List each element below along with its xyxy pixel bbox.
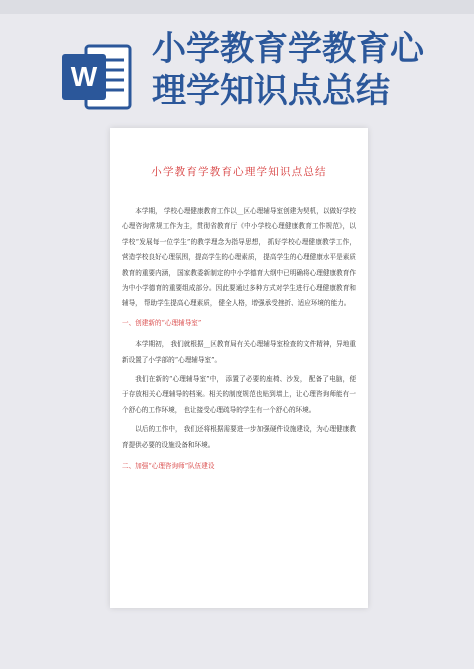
page-title — [152, 28, 462, 112]
section-heading: 一、创建新的“心理辅导室” — [122, 318, 202, 327]
document-heading: 小学教育学教育心理学知识点总结 — [151, 166, 327, 178]
page-title-line1: 小学教育学教育心 — [152, 29, 424, 69]
document-page — [110, 128, 368, 608]
word-icon-letter: W — [70, 61, 98, 92]
document-body — [122, 204, 356, 481]
section-heading: 二、加强“心理咨询师”队伍建设 — [122, 462, 215, 471]
paragraph: 我们在新的“心理辅导室”中， 添置了必要的座椅、沙发， 配备了电脑，便于存放相关心理辅导的档案。相关的制度规范也贴到墙上，让心理咨询师能有一个舒心的工作环境， 也让接受心理疏导的学生有一个舒心的环境。 — [122, 375, 356, 414]
paragraph: 以后的工作中， 我们还将根据需要进一步加强硬件设施建设，为心理健康教育提供必要的设施设备和环境。 — [122, 425, 356, 449]
paragraph: 本学期， 学校心理健康教育工作以__区心理辅导室创建为契机，以做好学校心理咨询常规工作为主，贯彻省教育厅《中小学校心理健康教育工作规范》，以学校“发展每一位学生”的教学理念为指导思想， 抓好学校心理健康教学工作， 营造学校良好心理氛围，提高学生的心理素质， 提高学生的心理健康水平是素质教育的重要内涵， 国家教委新制定的中小学德育大纲中已明确将心理健康教育作为中小学德育的重要组成部分。因此要通过多种方式对学生进行心理健康教育和辅导， 帮助学生提高心理素质， 健全人格，增强承受挫折、适应环境的能力。 — [122, 207, 356, 308]
background-strip — [0, 0, 474, 14]
page-title-line2: 理学知识点总结 — [152, 71, 390, 111]
paragraph: 本学期初， 我们就根据__区教育局有关心理辅导室检查的文件精神，异地重新设置了小学部的“心理辅导室”。 — [122, 340, 356, 364]
word-icon — [60, 40, 134, 114]
